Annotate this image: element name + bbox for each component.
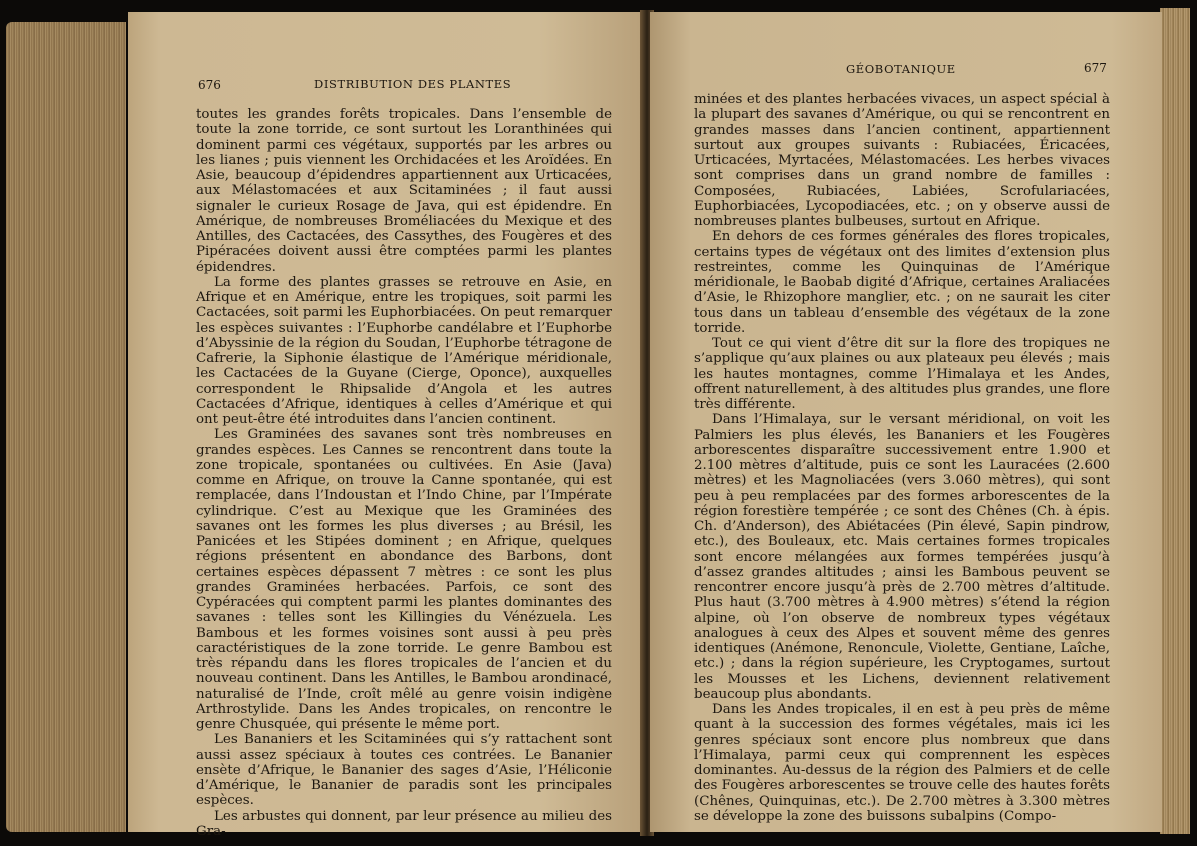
- right-page-number: 677: [1084, 61, 1107, 75]
- right-page-text: [694, 92, 1110, 824]
- left-paragraph-3: Les Graminées des savanes sont très nombreuses en grandes espèces. Les Cannes se rencontrent dans toute la zone tropicale, spontanées ou cultivées. En Asie (Java) comme en Afrique, on trouve la Canne spontanée, qui est remplacée, dans l’Indoustan et l’Indo Chine, par l’Impérate cylindrique. C’est au Mexique que les Graminées des savanes ont les formes les plus diverses ; au Brésil, les Panicées et les Stipées dominent ; en Afrique, quelques régions présentent en abondance des Barbons, dont certaines espèces dépassent 7 mètres : ce sont les plus grandes Graminées herbacées. Parfois, ce sont des Cypéracées qui comptent parmi les plantes dominantes des savanes : telles sont les Killingies du Vénézuela. Les Bambous et les formes voisines sont aussi à peu près caractéristiques de la zone torride. Le genre Bambou est très répandu dans les flores tropicales de l’ancien et du nouveau continent. Dans les Antilles, le Bambou arondinacé, naturalisé de l’Inde, croît mêlé au genre voisin indigène Arthrostylide. Dans les Andes tropicales, on rencontre le genre Chusquée, qui présente le même port.: [196, 427, 612, 732]
- right-page: [650, 12, 1162, 832]
- left-paragraph-4: Les Bananiers et les Scitaminées qui s’y rattachent sont aussi assez spéciaux à toutes ces contrées. Le Bananier ensète d’Afrique, le Bananier des sages d’Asie, l’Héliconie d’Amérique, le Bananier de paradis sont les principales espèces.: [196, 732, 612, 809]
- left-page-number: 676: [198, 78, 221, 92]
- left-paragraph-5: Les arbustes qui donnent, par leur présence au milieu des Gra-: [196, 808, 612, 839]
- right-paragraph-3: Tout ce qui vient d’être dit sur la flore des tropiques ne s’applique qu’aux plaines ou aux plateaux peu élevés ; mais les hautes montagnes, comme l’Himalaya et les Andes, offrent naturellement, à des altitudes plus grandes, une flore très différente.: [694, 336, 1110, 412]
- right-page-edges: [1160, 8, 1190, 834]
- left-page-text: [196, 107, 612, 839]
- left-page: [128, 12, 642, 839]
- left-running-head: DISTRIBUTION DES PLANTES: [314, 77, 512, 91]
- left-paragraph-2: La forme des plantes grasses se retrouve en Asie, en Afrique et en Amérique, entre les tropiques, soit parmi les Cactacées, soit parmi les Euphorbiacées. On peut remarquer les espèces suivantes : l’Euphorbe candélabre et l’Euphorbe d’Abyssinie de la région du Soudan, l’Euphorbe tétragone de Cafrerie, la Siphonie élastique de l’Amérique méridionale, les Cactacées de la Guyane (Cierge, Oponce), auxquelles correspondent le Rhipsalide d’Angola et les autres Cactacées d’Afrique, identiques à celles d’Amérique et qui ont peut-être été introduites dans l’ancien continent.: [196, 274, 612, 427]
- right-paragraph-2: En dehors de ces formes générales des flores tropicales, certains types de végétaux ont des limites d’extension plus restreintes, comme les Quinquinas de l’Amérique méridionale, le Baobab digité d’Afrique, certaines Araliacées d’Asie, le Rhizophore manglier, etc. ; on ne saurait les citer tous dans un tableau d’ensemble des végétaux de la zone torride.: [694, 229, 1110, 336]
- right-paragraph-5: Dans les Andes tropicales, il en est à peu près de même quant à la succession des formes végétales, mais ici les genres spéciaux sont encore plus nombreux que dans l’Himalaya, parmi ceux qui comprennent les espèces dominantes. Au-dessus de la région des Palmiers et de celle des Fougères arborescentes se trouve celle des hautes forêts (Chênes, Quinquinas, etc.). De 2.700 mètres à 3.300 mètres se développe la zone des buissons subalpins (Compo-: [694, 702, 1110, 824]
- right-paragraph-4: Dans l’Himalaya, sur le versant méridional, on voit les Palmiers les plus élevés, les Bananiers et les Fougères arborescentes disparaître successivement entre 1.900 et 2.100 mètres d’altitude, puis ce sont les Lauracées (2.600 mètres) et les Magnoliacées (vers 3.060 mètres), qui sont peu à peu remplacées par des formes arborescentes de la région forestière tempérée ; ce sont des Chênes (Ch. à épis. Ch. d’Anderson), des Abiétacées (Pin élevé, Sapin pindrow, etc.), des Bouleaux, etc. Mais certaines formes tropicales sont encore mélangées aux formes tempérées jusqu’à d’assez grandes altitudes ; ainsi les Bambous peuvent se rencontrer encore jusqu’à près de 2.700 mètres d’altitude. Plus haut (3.700 mètres à 4.900 mètres) s’étend la région alpine, où l’on observe de nombreux types végétaux analogues à ceux des Alpes et souvent même des genres identiques (Anémone, Renoncule, Violette, Gentiane, Laîche, etc.) ; dans la région supérieure, les Cryptogames, surtout les Mousses et les Lichens, deviennent relativement beaucoup plus abondants.: [694, 412, 1110, 702]
- left-paragraph-1: toutes les grandes forêts tropicales. Dans l’ensemble de toute la zone torride, ce sont surtout les Loranthinées qui dominent parmi ces végétaux, supportés par les arbres ou les lianes ; puis viennent les Orchidacées et les Aroïdées. En Asie, beaucoup d’épidendres appartiennent aux Urticacées, aux Mélastomacées et aux Scitaminées ; il faut aussi signaler le curieux Rosage de Java, qui est épidendre. En Amérique, de nombreuses Broméliacées du Mexique et des Antilles, des Cactacées, des Cassythes, des Fougères et des Pipéracées doivent aussi être comptées parmi les plantes épidendres.: [196, 107, 612, 275]
- left-page-edges: [6, 22, 126, 832]
- right-paragraph-1: minées et des plantes herbacées vivaces, un aspect spécial à la plupart des savanes d’Amérique, ou qui se rencontrent en grandes masses dans l’ancien continent, appartiennent surtout aux groupes suivants : Rubiacées, Éricacées, Urticacées, Myrtacées, Mélastomacées. Les herbes vivaces sont comprises dans un grand nombre de familles : Composées, Rubiacées, Labiées, Scrofulariacées, Euphorbiacées, Lycopodiacées, etc. ; on y observe aussi de nombreuses plantes bulbeuses, surtout en Afrique.: [694, 92, 1110, 229]
- right-running-head: GÉOBOTANIQUE: [846, 62, 956, 76]
